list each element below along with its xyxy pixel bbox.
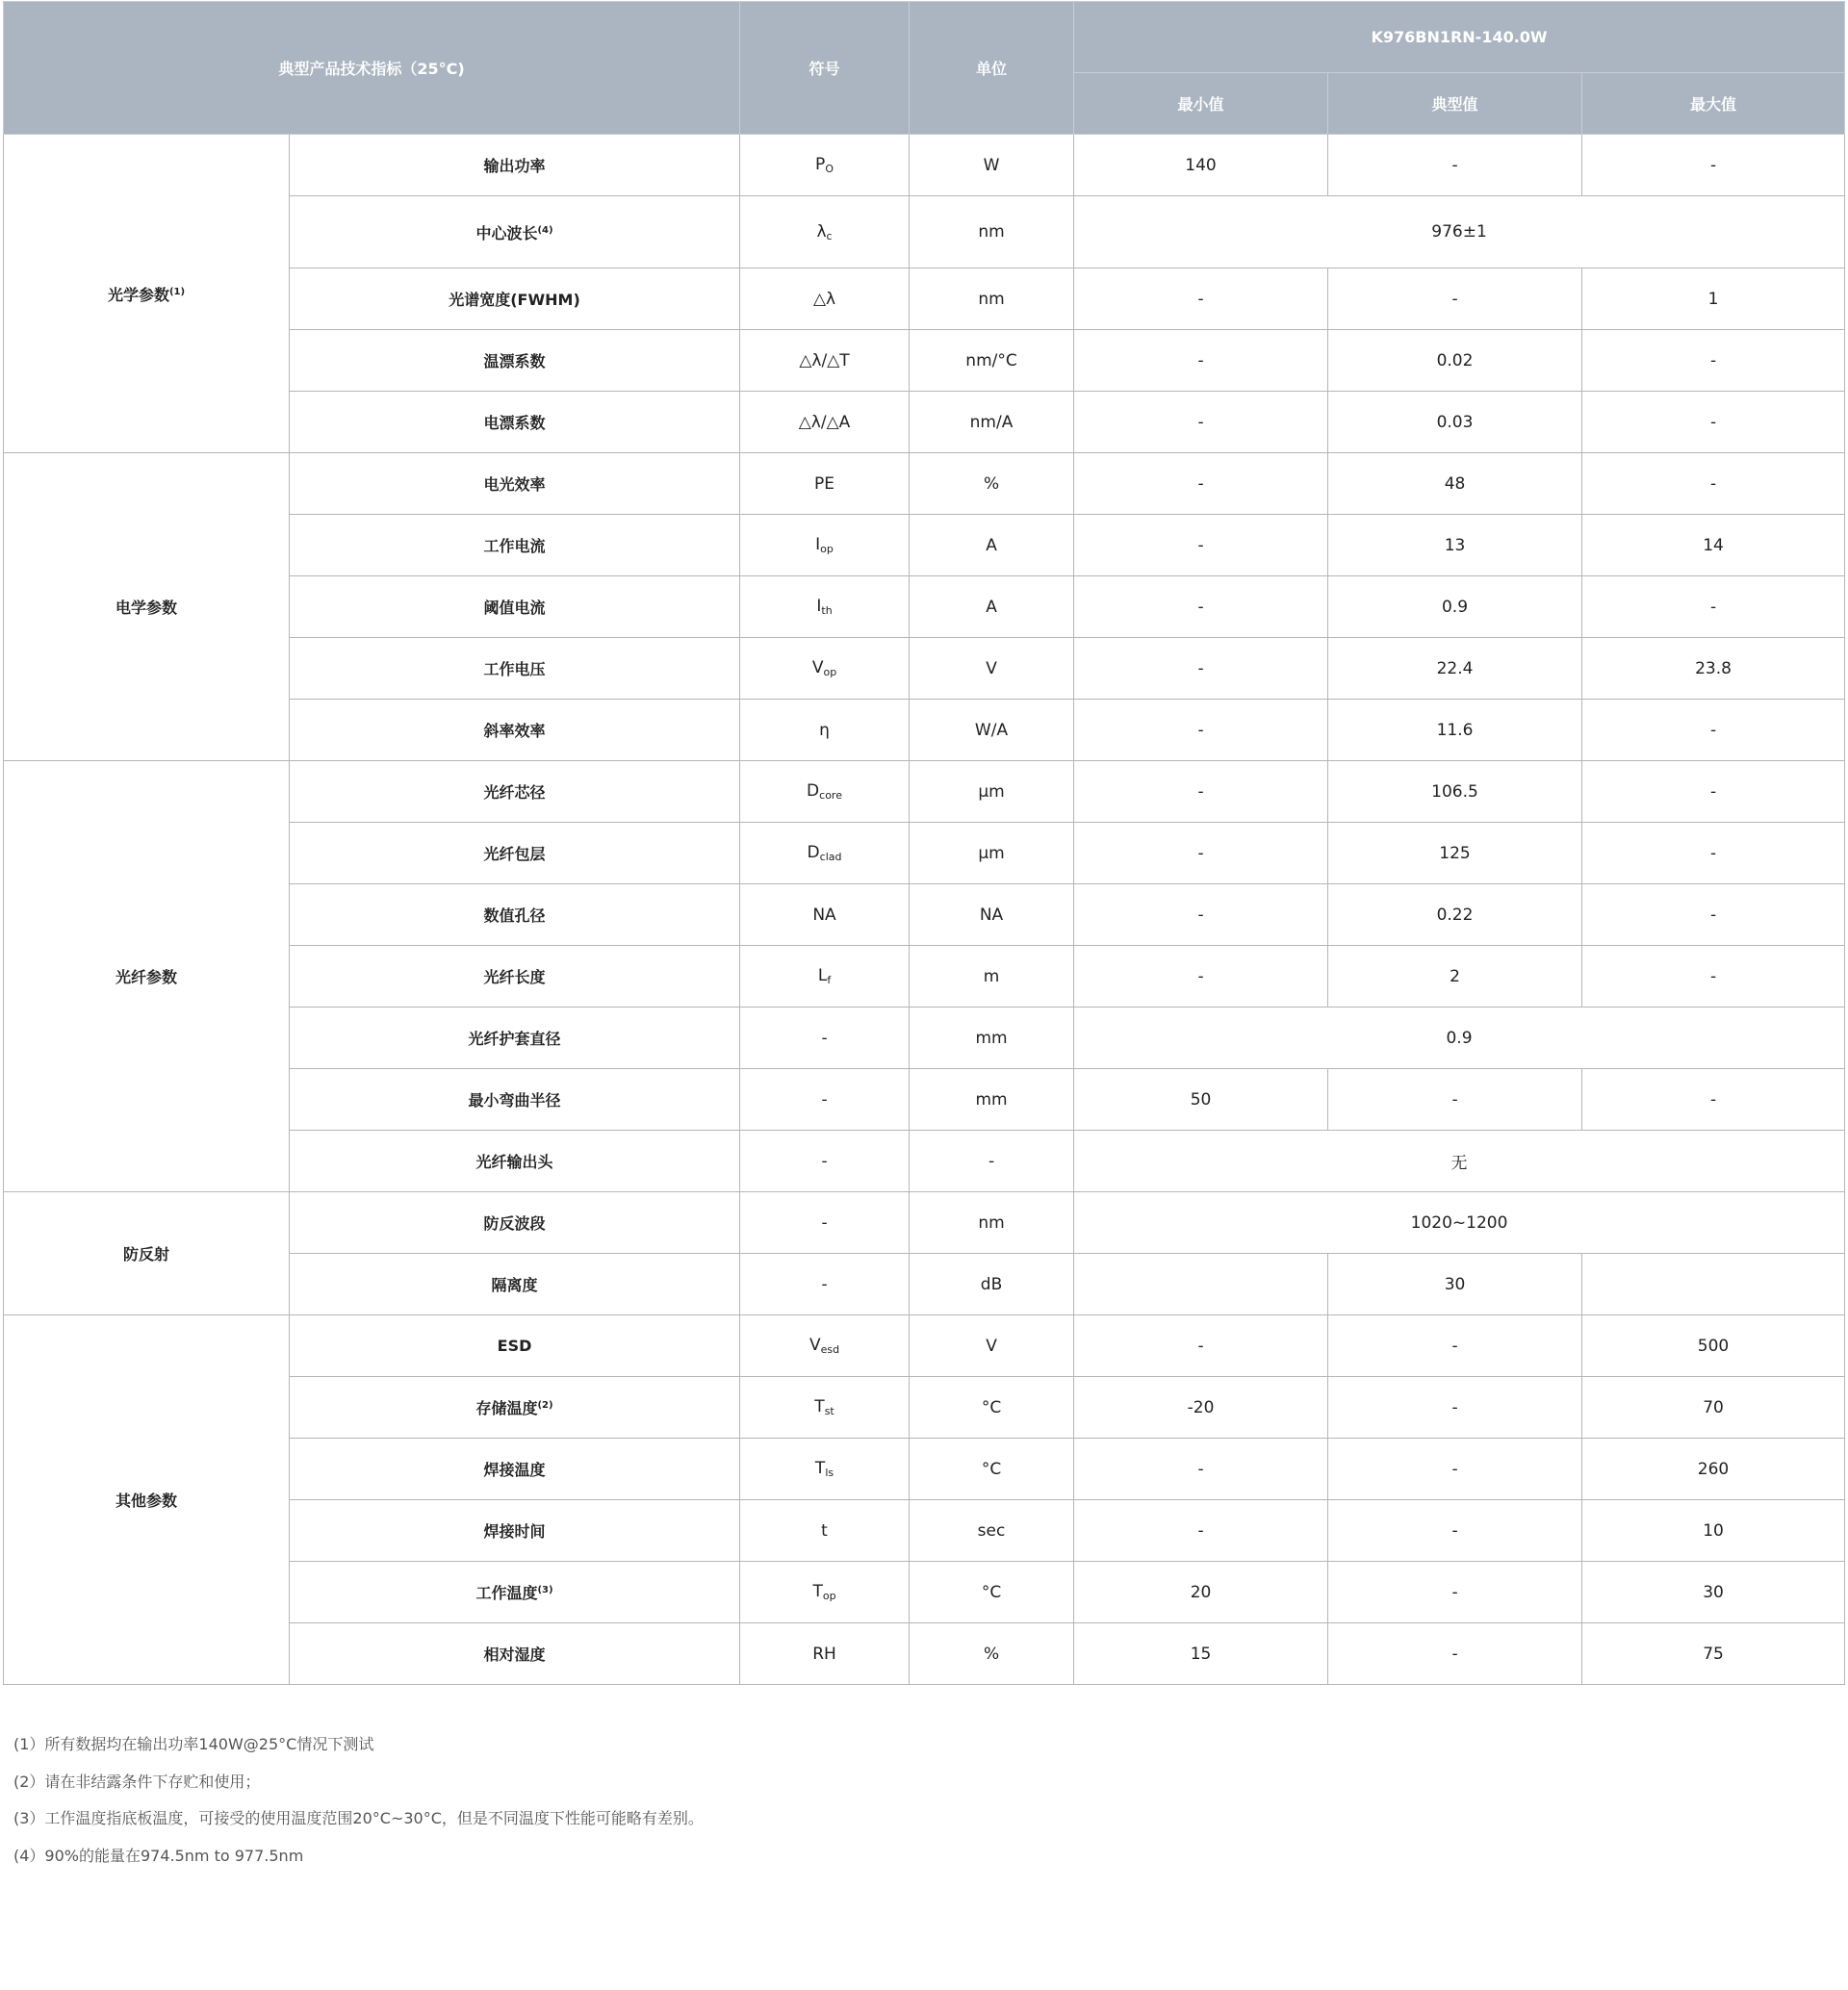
typ-value: 2 xyxy=(1328,946,1582,1008)
param-name xyxy=(290,884,740,946)
footnote: (1）所有数据均在输出功率140W@25°C情况下测试 xyxy=(13,1735,374,1753)
param-label: 光谱宽度(FWHM) xyxy=(449,291,580,309)
symbol-text: η xyxy=(819,720,830,740)
header-symbol: 符号 xyxy=(740,2,910,135)
min-value: - xyxy=(1074,823,1328,884)
param-label: 相对湿度 xyxy=(483,1646,546,1664)
symbol-subscript: clad xyxy=(819,851,842,863)
group-name: 其他参数 xyxy=(115,1492,177,1510)
param-name xyxy=(290,1562,740,1623)
unit-cell: °C xyxy=(910,1439,1074,1500)
unit-cell: mm xyxy=(910,1008,1074,1069)
param-name xyxy=(290,1315,740,1377)
param-label: 工作温度 xyxy=(475,1584,538,1602)
typ-value: - xyxy=(1328,1562,1582,1623)
symbol-cell xyxy=(740,638,910,700)
symbol-cell xyxy=(740,515,910,576)
symbol-text: NA xyxy=(812,905,836,925)
symbol-cell xyxy=(740,392,910,453)
max-value: - xyxy=(1582,453,1845,515)
symbol-cell xyxy=(740,1008,910,1069)
max-value: - xyxy=(1582,823,1845,884)
symbol-subscript: th xyxy=(821,604,833,617)
param-name xyxy=(290,1377,740,1439)
min-value: -20 xyxy=(1074,1377,1328,1439)
max-value: 30 xyxy=(1582,1562,1845,1623)
unit-cell: nm xyxy=(910,196,1074,268)
symbol-cell xyxy=(740,330,910,392)
param-name xyxy=(290,196,740,268)
symbol-subscript: f xyxy=(827,974,832,986)
symbol-text: t xyxy=(821,1520,828,1541)
param-footnote-ref: (3) xyxy=(537,1585,553,1595)
typ-value: 11.6 xyxy=(1328,700,1582,761)
symbol-subscript: st xyxy=(824,1405,834,1417)
table-row xyxy=(4,453,1845,515)
min-value: 50 xyxy=(1074,1069,1328,1131)
symbol-subscript: esd xyxy=(820,1343,840,1356)
max-value: 10 xyxy=(1582,1500,1845,1562)
symbol-cell xyxy=(740,576,910,638)
param-name xyxy=(290,700,740,761)
unit-cell: V xyxy=(910,1315,1074,1377)
unit-cell: °C xyxy=(910,1377,1074,1439)
param-label: 存储温度 xyxy=(475,1399,538,1417)
param-label: 光纤输出头 xyxy=(475,1153,553,1171)
min-value: - xyxy=(1074,1315,1328,1377)
symbol-cell xyxy=(740,1315,910,1377)
param-name xyxy=(290,1008,740,1069)
unit-cell: µm xyxy=(910,761,1074,823)
symbol-text: △λ/△T xyxy=(799,350,850,370)
max-value: - xyxy=(1582,330,1845,392)
param-label: 数值孔径 xyxy=(483,906,546,925)
symbol-text: - xyxy=(821,1151,828,1171)
min-value: - xyxy=(1074,638,1328,700)
unit-cell: nm xyxy=(910,268,1074,330)
typ-value: 0.9 xyxy=(1328,576,1582,638)
unit-cell: sec xyxy=(910,1500,1074,1562)
symbol-cell xyxy=(740,453,910,515)
typ-value: - xyxy=(1328,1439,1582,1500)
param-label: 阈值电流 xyxy=(483,599,546,617)
unit-cell: mm xyxy=(910,1069,1074,1131)
param-label: 焊接时间 xyxy=(483,1522,546,1541)
value-merged: 1020~1200 xyxy=(1074,1192,1845,1254)
group-label xyxy=(4,453,290,761)
param-label: 电光效率 xyxy=(483,475,546,494)
symbol-cell xyxy=(740,700,910,761)
typ-value: 0.22 xyxy=(1328,884,1582,946)
max-value: - xyxy=(1582,946,1845,1008)
footnotes xyxy=(13,1726,704,1875)
unit-cell: A xyxy=(910,576,1074,638)
unit-cell: V xyxy=(910,638,1074,700)
symbol-cell xyxy=(740,1131,910,1192)
table-row xyxy=(4,1315,1845,1377)
param-name xyxy=(290,823,740,884)
param-label: 防反波段 xyxy=(483,1214,546,1233)
symbol-text: T xyxy=(812,1582,823,1601)
param-footnote-ref: (2) xyxy=(537,1400,553,1411)
param-name xyxy=(290,1254,740,1315)
symbol-text: T xyxy=(814,1397,825,1416)
symbol-text: L xyxy=(817,966,828,985)
table-row xyxy=(4,1192,1845,1254)
symbol-text: PE xyxy=(814,473,835,494)
symbol-cell xyxy=(740,1192,910,1254)
symbol-cell xyxy=(740,1069,910,1131)
footnote: (4）90%的能量在974.5nm to 977.5nm xyxy=(13,1846,304,1865)
param-name xyxy=(290,1623,740,1685)
max-value: - xyxy=(1582,1069,1845,1131)
footnote: (2）请在非结露条件下存贮和使用； xyxy=(13,1772,261,1791)
symbol-subscript: core xyxy=(819,789,842,802)
param-name xyxy=(290,1500,740,1562)
unit-cell: °C xyxy=(910,1562,1074,1623)
param-label: 电漂系数 xyxy=(483,414,546,432)
typ-value: - xyxy=(1328,268,1582,330)
symbol-text: - xyxy=(821,1028,828,1048)
param-name xyxy=(290,761,740,823)
symbol-text: D xyxy=(807,781,820,801)
symbol-text: T xyxy=(814,1459,826,1478)
min-value: - xyxy=(1074,268,1328,330)
symbol-cell xyxy=(740,1623,910,1685)
symbol-text: D xyxy=(807,843,820,862)
unit-cell: W/A xyxy=(910,700,1074,761)
typ-value: - xyxy=(1328,1623,1582,1685)
param-name xyxy=(290,135,740,196)
param-name xyxy=(290,1069,740,1131)
value-merged: 无 xyxy=(1074,1131,1845,1192)
unit-cell: W xyxy=(910,135,1074,196)
header-max: 最大值 xyxy=(1582,73,1845,135)
header-model: K976BN1RN-140.0W xyxy=(1074,2,1845,73)
group-label xyxy=(4,135,290,453)
unit-cell: nm/°C xyxy=(910,330,1074,392)
symbol-text: I xyxy=(815,535,821,554)
table-row xyxy=(4,135,1845,196)
param-name xyxy=(290,268,740,330)
min-value: - xyxy=(1074,330,1328,392)
symbol-cell xyxy=(740,1254,910,1315)
max-value: - xyxy=(1582,761,1845,823)
typ-value: 48 xyxy=(1328,453,1582,515)
symbol-subscript: op xyxy=(820,543,834,555)
typ-value: 0.02 xyxy=(1328,330,1582,392)
typ-value: 13 xyxy=(1328,515,1582,576)
group-label xyxy=(4,761,290,1192)
group-name: 光纤参数 xyxy=(115,968,177,986)
symbol-text: △λ/△A xyxy=(798,412,851,432)
value-merged: 0.9 xyxy=(1074,1008,1845,1069)
param-name xyxy=(290,330,740,392)
unit-cell: NA xyxy=(910,884,1074,946)
group-label xyxy=(4,1192,290,1315)
symbol-cell xyxy=(740,761,910,823)
symbol-subscript: op xyxy=(823,666,837,678)
symbol-cell xyxy=(740,268,910,330)
unit-cell: dB xyxy=(910,1254,1074,1315)
symbol-cell xyxy=(740,135,910,196)
symbol-text: - xyxy=(821,1089,828,1110)
param-name xyxy=(290,1439,740,1500)
min-value: 15 xyxy=(1074,1623,1328,1685)
param-label: 焊接温度 xyxy=(483,1461,546,1479)
symbol-subscript: O xyxy=(825,163,834,175)
param-label: 工作电压 xyxy=(483,660,546,678)
unit-cell: % xyxy=(910,1623,1074,1685)
footnote: (3）工作温度指底板温度，可接受的使用温度范围20°C~30°C，但是不同温度下性能可能略有差别。 xyxy=(13,1809,704,1827)
symbol-text: - xyxy=(821,1212,828,1233)
max-value: 75 xyxy=(1582,1623,1845,1685)
min-value: - xyxy=(1074,453,1328,515)
table-row xyxy=(4,761,1845,823)
param-label: 中心波长 xyxy=(475,223,538,242)
min-value: - xyxy=(1074,1439,1328,1500)
param-label: 输出功率 xyxy=(483,157,546,175)
typ-value: 30 xyxy=(1328,1254,1582,1315)
min-value: - xyxy=(1074,884,1328,946)
typ-value: 125 xyxy=(1328,823,1582,884)
symbol-text: λ xyxy=(816,221,827,242)
table-header xyxy=(4,2,1845,135)
typ-value: 0.03 xyxy=(1328,392,1582,453)
unit-cell: nm xyxy=(910,1192,1074,1254)
param-label: 斜率效率 xyxy=(483,722,546,740)
min-value xyxy=(1074,1254,1328,1315)
group-footnote-ref: (1) xyxy=(168,286,186,297)
param-name xyxy=(290,638,740,700)
param-label: 最小弯曲半径 xyxy=(468,1091,561,1110)
symbol-cell xyxy=(740,823,910,884)
symbol-cell xyxy=(740,884,910,946)
symbol-text: - xyxy=(821,1274,828,1294)
param-label: 隔离度 xyxy=(491,1276,538,1294)
typ-value: - xyxy=(1328,1069,1582,1131)
min-value: - xyxy=(1074,392,1328,453)
max-value: - xyxy=(1582,700,1845,761)
symbol-cell xyxy=(740,1377,910,1439)
value-merged: 976±1 xyxy=(1074,196,1845,268)
symbol-cell xyxy=(740,1439,910,1500)
min-value: - xyxy=(1074,946,1328,1008)
min-value: 20 xyxy=(1074,1562,1328,1623)
param-name xyxy=(290,515,740,576)
symbol-subscript: c xyxy=(826,229,833,242)
unit-cell: nm/A xyxy=(910,392,1074,453)
symbol-text: △λ xyxy=(812,289,836,309)
min-value: 140 xyxy=(1074,135,1328,196)
symbol-text: V xyxy=(808,1336,821,1355)
max-value xyxy=(1582,1254,1845,1315)
param-label: 光纤芯径 xyxy=(483,783,546,802)
table-body xyxy=(4,135,1845,1685)
typ-value: - xyxy=(1328,135,1582,196)
symbol-cell xyxy=(740,946,910,1008)
min-value: - xyxy=(1074,515,1328,576)
param-label: 光纤护套直径 xyxy=(468,1030,561,1048)
param-name xyxy=(290,453,740,515)
unit-cell: m xyxy=(910,946,1074,1008)
min-value: - xyxy=(1074,761,1328,823)
symbol-text: V xyxy=(811,658,824,677)
symbol-subscript: op xyxy=(822,1590,836,1602)
max-value: 500 xyxy=(1582,1315,1845,1377)
header-unit: 单位 xyxy=(910,2,1074,135)
min-value: - xyxy=(1074,576,1328,638)
symbol-subscript: ls xyxy=(825,1467,834,1479)
header-typ: 典型值 xyxy=(1328,73,1582,135)
max-value: 14 xyxy=(1582,515,1845,576)
group-label xyxy=(4,1315,290,1685)
param-name xyxy=(290,1131,740,1192)
unit-cell: % xyxy=(910,453,1074,515)
param-label: ESD xyxy=(497,1337,532,1355)
symbol-text: RH xyxy=(812,1644,836,1664)
max-value: 70 xyxy=(1582,1377,1845,1439)
group-name: 电学参数 xyxy=(115,599,177,617)
unit-cell: - xyxy=(910,1131,1074,1192)
typ-value: 106.5 xyxy=(1328,761,1582,823)
param-footnote-ref: (4) xyxy=(537,224,553,236)
typ-value: - xyxy=(1328,1377,1582,1439)
max-value: 23.8 xyxy=(1582,638,1845,700)
param-name xyxy=(290,576,740,638)
group-name: 防反射 xyxy=(122,1245,169,1263)
symbol-text: I xyxy=(816,597,822,616)
max-value: 1 xyxy=(1582,268,1845,330)
max-value: - xyxy=(1582,576,1845,638)
unit-cell: µm xyxy=(910,823,1074,884)
spec-table xyxy=(3,1,1845,1685)
param-name xyxy=(290,392,740,453)
header-spec-title: 典型产品技术指标（25°C) xyxy=(4,2,740,135)
max-value: - xyxy=(1582,884,1845,946)
param-name xyxy=(290,1192,740,1254)
param-label: 温漂系数 xyxy=(483,352,546,370)
min-value: - xyxy=(1074,1500,1328,1562)
symbol-text: P xyxy=(815,155,826,174)
param-label: 光纤包层 xyxy=(483,845,546,863)
symbol-cell xyxy=(740,196,910,268)
max-value: - xyxy=(1582,392,1845,453)
max-value: - xyxy=(1582,135,1845,196)
group-name: 光学参数 xyxy=(107,285,169,304)
symbol-cell xyxy=(740,1500,910,1562)
typ-value: 22.4 xyxy=(1328,638,1582,700)
header-min: 最小值 xyxy=(1074,73,1328,135)
min-value: - xyxy=(1074,700,1328,761)
unit-cell: A xyxy=(910,515,1074,576)
typ-value: - xyxy=(1328,1500,1582,1562)
max-value: 260 xyxy=(1582,1439,1845,1500)
param-label: 工作电流 xyxy=(483,537,546,555)
param-label: 光纤长度 xyxy=(483,968,546,986)
param-name xyxy=(290,946,740,1008)
typ-value: - xyxy=(1328,1315,1582,1377)
symbol-cell xyxy=(740,1562,910,1623)
